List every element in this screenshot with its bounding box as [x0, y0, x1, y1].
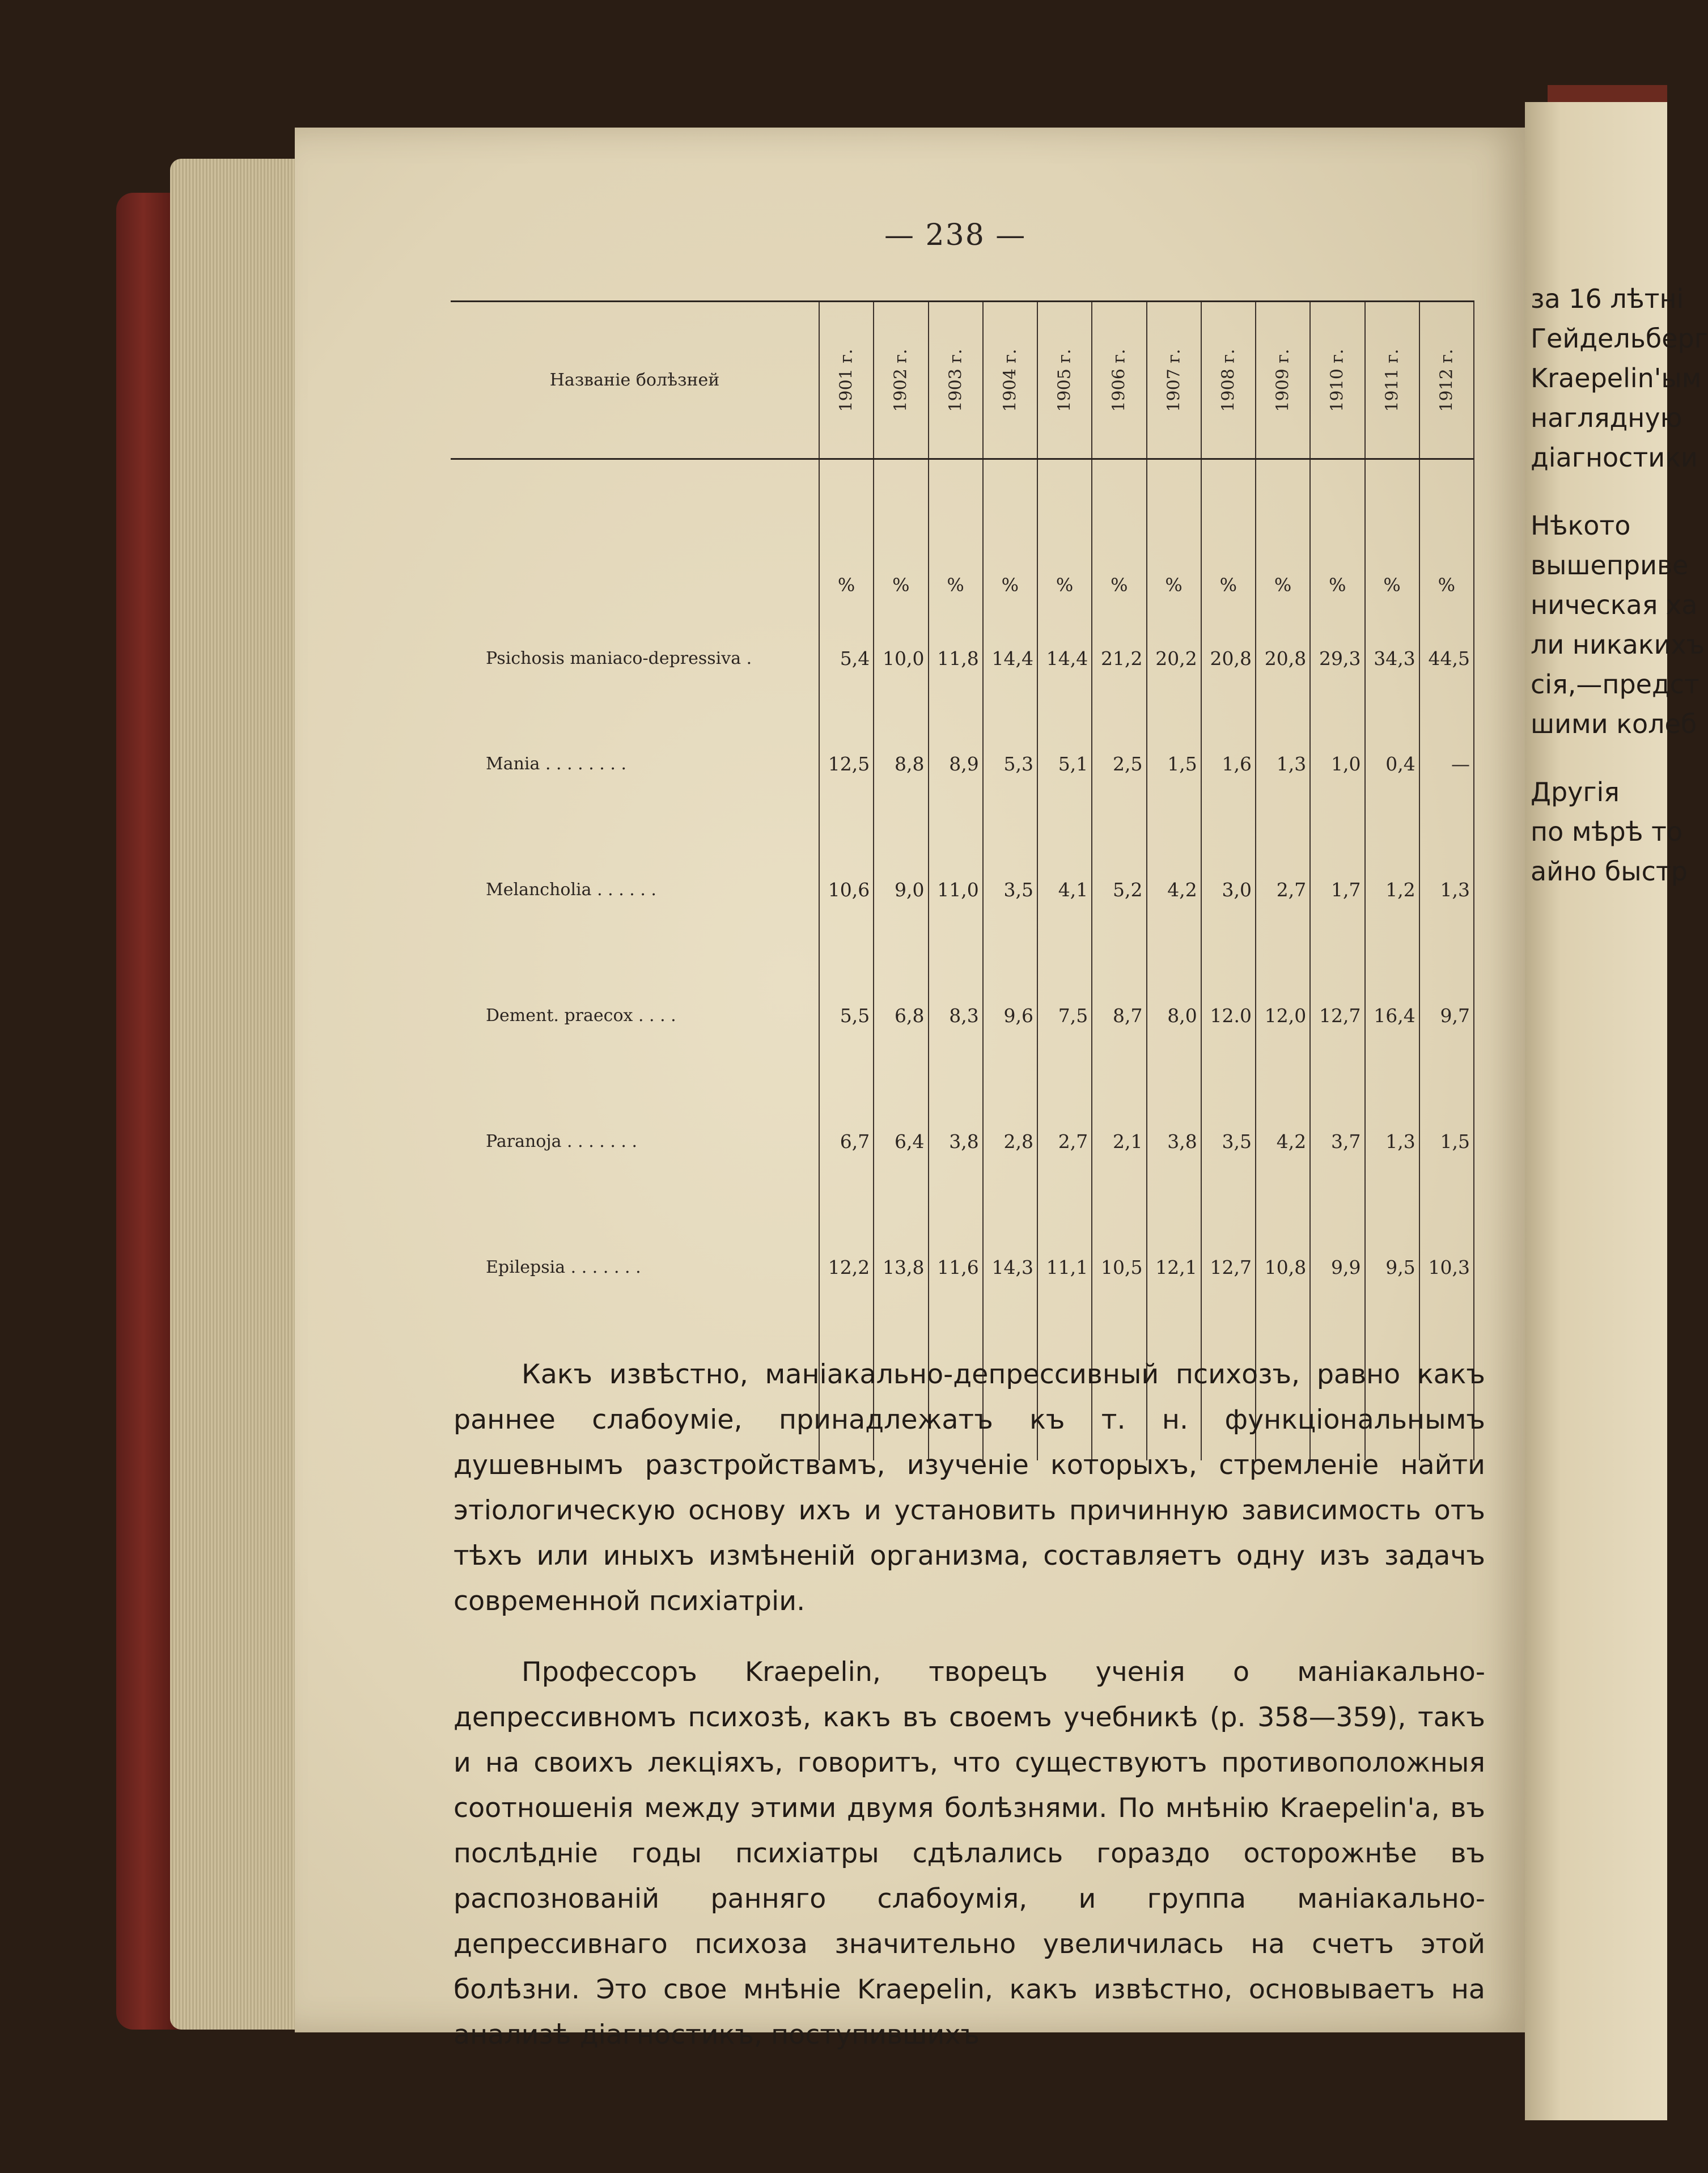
- percent-cell: 8,8: [874, 701, 928, 827]
- unit-cell: %: [1147, 459, 1201, 616]
- year-label: 1907 г.: [1164, 348, 1184, 412]
- page-stack-edge: [170, 159, 306, 2030]
- year-label: 1911 г.: [1382, 348, 1402, 412]
- right-page-line: діагностики: [1531, 442, 1698, 473]
- year-label: 1906 г.: [1109, 348, 1129, 412]
- percent-cell: 1,2: [1365, 827, 1419, 952]
- percent-cell: 1,7: [1310, 827, 1364, 952]
- percent-cell: 11,1: [1037, 1204, 1092, 1330]
- column-header-name: Названіе болѣзней: [451, 302, 819, 459]
- percent-cell: 6,8: [874, 952, 928, 1078]
- right-page-line: по мѣрѣ то: [1531, 816, 1683, 847]
- percent-cell: 9,5: [1365, 1204, 1419, 1330]
- percent-cell: 1,6: [1201, 701, 1256, 827]
- right-page-line: Kraepelin'ым: [1531, 363, 1702, 393]
- right-page-line: за 16 лѣтні: [1531, 283, 1684, 314]
- percent-cell: 10,6: [819, 827, 874, 952]
- percent-cell: 3,8: [1147, 1078, 1201, 1204]
- disease-name: Epilepsia . . . . . . .: [486, 1257, 641, 1277]
- right-page-line: Нѣкото: [1531, 510, 1631, 541]
- percent-cell: 10,3: [1419, 1204, 1474, 1330]
- right-page-line: Другія: [1531, 777, 1620, 807]
- percent-cell: 9,0: [874, 827, 928, 952]
- disease-name: Dement. praecox . . . .: [486, 1005, 676, 1026]
- percent-cell: 3,0: [1201, 827, 1256, 952]
- percent-cell: 9,6: [983, 952, 1037, 1078]
- percent-cell: 5,5: [819, 952, 874, 1078]
- table-row: [451, 827, 1474, 952]
- percent-cell: 8,9: [929, 701, 983, 827]
- percent-cell: 12,7: [1310, 952, 1364, 1078]
- percent-cell: 44,5: [1419, 616, 1474, 701]
- percent-cell: 12,2: [819, 1204, 874, 1330]
- percent-cell: 5,2: [1092, 827, 1146, 952]
- percent-cell: 9,9: [1310, 1204, 1364, 1330]
- percent-cell: 20,2: [1147, 616, 1201, 701]
- percent-cell: 12,0: [1256, 952, 1310, 1078]
- unit-cell: %: [1310, 459, 1364, 616]
- percent-cell: 29,3: [1310, 616, 1364, 701]
- unit-row-blank: [451, 459, 819, 616]
- year-label: 1909 г.: [1273, 348, 1293, 412]
- percent-cell: 1,0: [1310, 701, 1364, 827]
- column-header-year: [1037, 302, 1092, 459]
- percent-cell: 20,8: [1201, 616, 1256, 701]
- percent-cell: 12.0: [1201, 952, 1256, 1078]
- percent-cell: 1,3: [1365, 1078, 1419, 1204]
- right-page-line: шими колеб: [1531, 709, 1697, 739]
- percent-cell: 3,8: [929, 1078, 983, 1204]
- right-page-line: ли никакихъ: [1531, 629, 1705, 660]
- percent-cell: 9,7: [1419, 952, 1474, 1078]
- column-header-year: [1201, 302, 1256, 459]
- percent-cell: 4,2: [1147, 827, 1201, 952]
- unit-cell: %: [1037, 459, 1092, 616]
- percent-cell: 2,5: [1092, 701, 1146, 827]
- right-page-line: айно быстр: [1531, 856, 1688, 887]
- column-header-year: [1092, 302, 1146, 459]
- year-label: 1905 г.: [1054, 348, 1075, 412]
- column-header-year: [1256, 302, 1310, 459]
- percent-cell: 34,3: [1365, 616, 1419, 701]
- percent-cell: 8,7: [1092, 952, 1146, 1078]
- percent-cell: 13,8: [874, 1204, 928, 1330]
- unit-cell: %: [1256, 459, 1310, 616]
- percent-cell: 2,7: [1256, 827, 1310, 952]
- percent-cell: 1,5: [1419, 1078, 1474, 1204]
- percent-cell: 12,5: [819, 701, 874, 827]
- percent-cell: 1,3: [1419, 827, 1474, 952]
- percent-cell: 5,3: [983, 701, 1037, 827]
- year-label: 1904 г.: [1000, 348, 1020, 412]
- right-page-line: Гейдельберг: [1531, 323, 1708, 354]
- disease-name: Mania . . . . . . . .: [486, 753, 626, 774]
- percent-cell: 5,4: [819, 616, 874, 701]
- percent-cell: 7,5: [1037, 952, 1092, 1078]
- column-header-year: [983, 302, 1037, 459]
- table-row: [451, 616, 1474, 701]
- paragraph-2-text: Профессоръ Kraepelin, творецъ ученія о маніакально-депрессивномъ психозѣ, какъ въ своемъ учебникѣ (p. 358—359), такъ и на своихъ лекціяхъ, говоритъ, что существуютъ противоположныя соотношенія между этими двумя болѣзнями. По мнѣнію Kraepelin'а, въ послѣдніе годы психіатры сдѣлались гораздо осторожнѣе въ распознованій ранняго слабоумія, и группа маніакально-депрессивнаго психоза значительно увеличилась на счетъ этой болѣзни. Это свое мнѣніе Kraepelin, какъ извѣстно, основываетъ на анализѣ діагностикъ, поступившихъ: [454, 1657, 1485, 2051]
- percent-cell: 20,8: [1256, 616, 1310, 701]
- body-text: [454, 1352, 1485, 2058]
- table-row: [451, 1204, 1474, 1330]
- percent-cell: 6,7: [819, 1078, 874, 1204]
- percent-cell: 1,3: [1256, 701, 1310, 827]
- unit-cell: %: [1365, 459, 1419, 616]
- unit-cell: %: [983, 459, 1037, 616]
- disease-name: Psichosis maniaco-depressiva .: [486, 648, 752, 668]
- year-label: 1901 г.: [836, 348, 857, 412]
- disease-name: Paranoja . . . . . . .: [486, 1131, 638, 1151]
- percent-cell: 10,8: [1256, 1204, 1310, 1330]
- percent-cell: 14,3: [983, 1204, 1037, 1330]
- right-page-line: вышеприве: [1531, 550, 1689, 581]
- percent-cell: 3,7: [1310, 1078, 1364, 1204]
- paragraph-1-text: Какъ извѣстно, маніакально-депрессивный психозъ, равно какъ раннее слабоуміе, принадлежатъ къ т. н. функціональнымъ душевнымъ разстройствамъ, изученіе которыхъ, стремленіе найти этіологическую основу ихъ и установить причинную зависимость отъ тѣхъ или иныхъ измѣненій организма, составляетъ одну изъ задачъ современной психіатріи.: [454, 1359, 1485, 1617]
- column-header-year: [874, 302, 928, 459]
- unit-cell: %: [929, 459, 983, 616]
- right-page-line: ническая ха: [1531, 590, 1698, 620]
- percent-cell: 14,4: [983, 616, 1037, 701]
- percent-cell: 4,2: [1256, 1078, 1310, 1204]
- percent-cell: 2,7: [1037, 1078, 1092, 1204]
- percent-cell: 2,1: [1092, 1078, 1146, 1204]
- percent-cell: 1,5: [1147, 701, 1201, 827]
- table-row: [451, 1078, 1474, 1204]
- percent-cell: 14,4: [1037, 616, 1092, 701]
- column-header-year: [1365, 302, 1419, 459]
- unit-cell: %: [1201, 459, 1256, 616]
- right-page-line: наглядную: [1531, 403, 1682, 433]
- percent-cell: 12,7: [1201, 1204, 1256, 1330]
- unit-cell: %: [819, 459, 874, 616]
- percent-cell: 3,5: [983, 827, 1037, 952]
- year-label: 1910 г.: [1327, 348, 1347, 412]
- percent-cell: 11,6: [929, 1204, 983, 1330]
- paragraph-1: [454, 1352, 1485, 1624]
- percent-cell: 11,0: [929, 827, 983, 952]
- right-page-line: сія,—предст: [1531, 669, 1699, 700]
- percent-cell: 2,8: [983, 1078, 1037, 1204]
- percent-cell: 8,0: [1147, 952, 1201, 1078]
- percent-cell: 6,4: [874, 1078, 928, 1204]
- percent-cell: 10,0: [874, 616, 928, 701]
- column-header-year: [1419, 302, 1474, 459]
- percent-cell: 0,4: [1365, 701, 1419, 827]
- percent-cell: 5,1: [1037, 701, 1092, 827]
- table-row: [451, 701, 1474, 827]
- percent-cell: 11,8: [929, 616, 983, 701]
- percent-cell: 12,1: [1147, 1204, 1201, 1330]
- percent-cell: 8,3: [929, 952, 983, 1078]
- percent-cell: 3,5: [1201, 1078, 1256, 1204]
- unit-cell: %: [1419, 459, 1474, 616]
- year-label: 1912 г.: [1436, 348, 1457, 412]
- year-label: 1902 г.: [891, 348, 911, 412]
- disease-name: Melancholia . . . . . .: [486, 879, 656, 900]
- year-label: 1903 г.: [946, 348, 966, 412]
- statistics-table: [451, 300, 1474, 1460]
- percent-cell: —: [1419, 701, 1474, 827]
- unit-cell: %: [874, 459, 928, 616]
- percent-cell: 4,1: [1037, 827, 1092, 952]
- percent-cell: 21,2: [1092, 616, 1146, 701]
- paragraph-2: [454, 1650, 1485, 2058]
- column-header-year: [819, 302, 874, 459]
- column-header-year: [1310, 302, 1364, 459]
- page-number: — 238 —: [884, 218, 1027, 252]
- column-header-year: [929, 302, 983, 459]
- unit-cell: %: [1092, 459, 1146, 616]
- year-label: 1908 г.: [1218, 348, 1239, 412]
- table-row: [451, 952, 1474, 1078]
- percent-cell: 16,4: [1365, 952, 1419, 1078]
- percent-cell: 10,5: [1092, 1204, 1146, 1330]
- column-header-year: [1147, 302, 1201, 459]
